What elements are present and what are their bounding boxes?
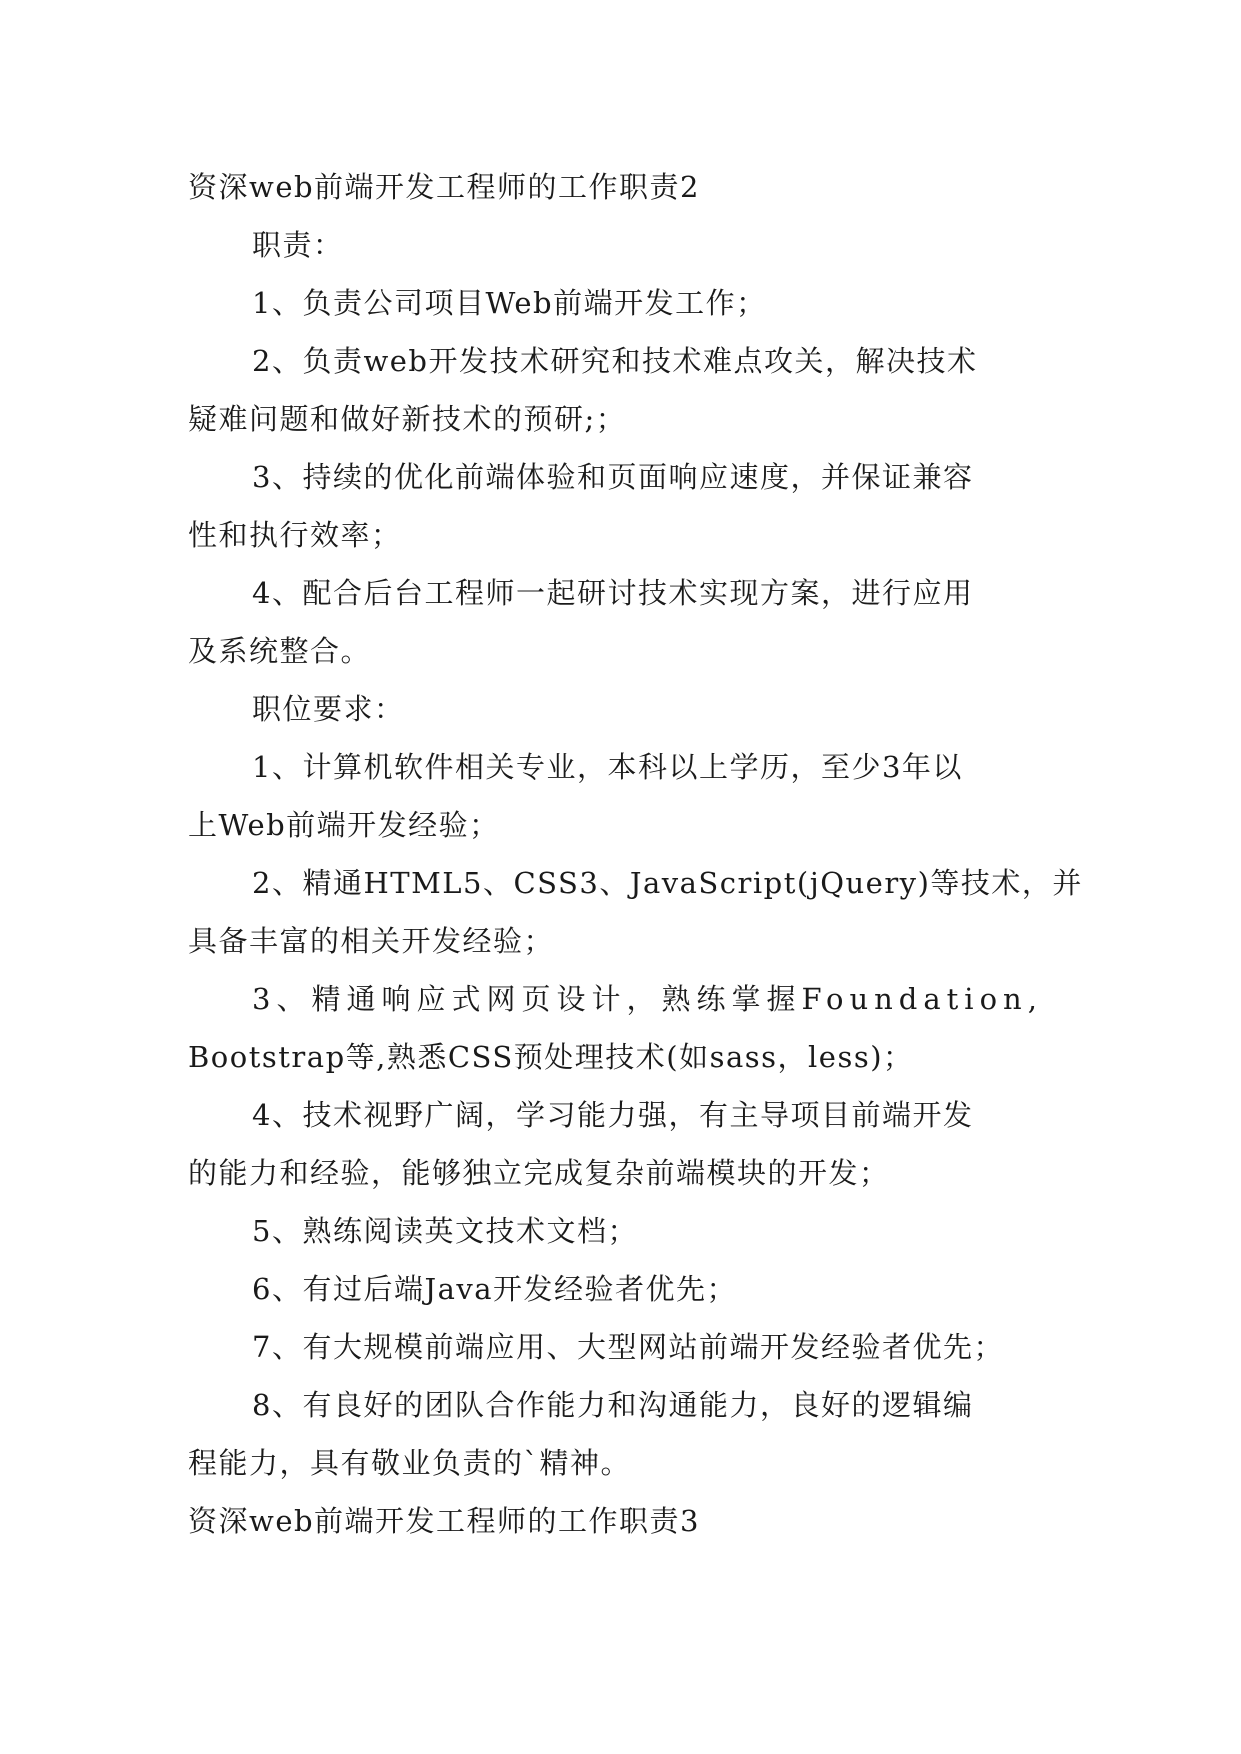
requirement-item-8-continued: 程能力，具有敬业负责的`精神。 [188, 1446, 632, 1480]
duty-item-2: 2、负责web开发技术研究和技术难点攻关，解决技术 [252, 344, 978, 378]
duty-item-4-continued: 及系统整合。 [188, 634, 372, 668]
duty-item-1: 1、负责公司项目Web前端开发工作； [252, 286, 767, 320]
requirements-label: 职位要求： [252, 692, 405, 726]
requirement-item-6: 6、有过后端Java开发经验者优先； [252, 1272, 738, 1306]
requirement-item-1-continued: 上Web前端开发经验； [188, 808, 500, 842]
requirement-item-4-continued: 的能力和经验，能够独立完成复杂前端模块的开发； [188, 1156, 890, 1190]
document-body [188, 158, 1083, 1550]
requirement-item-3: 3、精通响应式网页设计，熟练掌握Foundation, [252, 982, 1043, 1016]
requirement-item-4: 4、技术视野广阔，学习能力强，有主导项目前端开发 [252, 1098, 974, 1132]
section-heading: 资深web前端开发工程师的工作职责2 [188, 170, 701, 204]
requirement-item-3-continued: Bootstrap等,熟悉CSS预处理技术(如sass，less)； [188, 1040, 914, 1074]
duty-item-3-continued: 性和执行效率； [188, 518, 402, 552]
requirement-item-2-continued: 具备丰富的相关开发经验； [188, 924, 555, 958]
section-heading-next: 资深web前端开发工程师的工作职责3 [188, 1504, 701, 1538]
requirement-item-7: 7、有大规模前端应用、大型网站前端开发经验者优先； [252, 1330, 1004, 1364]
duties-label: 职责： [252, 228, 344, 262]
duty-item-2-continued: 疑难问题和做好新技术的预研;； [188, 402, 627, 436]
duty-item-4: 4、配合后台工程师一起研讨技术实现方案，进行应用 [252, 576, 974, 610]
requirement-item-8: 8、有良好的团队合作能力和沟通能力，良好的逻辑编 [252, 1388, 974, 1422]
requirement-item-5: 5、熟练阅读英文技术文档； [252, 1214, 638, 1248]
requirement-item-2: 2、精通HTML5、CSS3、JavaScript(jQuery)等技术，并 [252, 866, 1083, 900]
requirement-item-1: 1、计算机软件相关专业，本科以上学历，至少3年以 [252, 750, 963, 784]
duty-item-3: 3、持续的优化前端体验和页面响应速度，并保证兼容 [252, 460, 974, 494]
